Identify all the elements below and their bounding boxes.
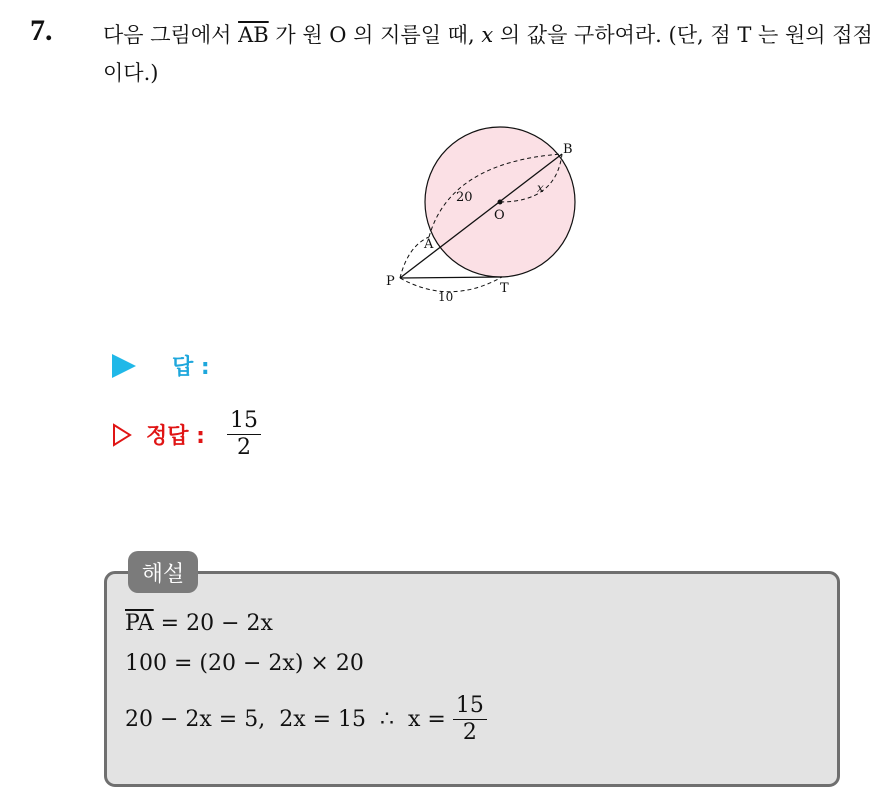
tangent-line-pt — [400, 277, 502, 278]
question-text-part3: 의 값을 구하여라. (단, 점 T 는 원의 접점이다.) — [103, 23, 873, 85]
solution-fraction-denominator: 2 — [462, 720, 477, 745]
question-number: 7. — [30, 14, 53, 47]
label-a: A — [424, 237, 434, 252]
label-b: B — [563, 142, 573, 157]
solution-line-3-text: 20 − 2x = 5, 2x = 15 ∴ x = — [125, 707, 453, 732]
solution-fraction-numerator: 15 — [453, 693, 487, 720]
segment-pa: $\overline{PA}$ — [125, 611, 154, 636]
label-length-ab: 20 — [456, 190, 473, 205]
solution-tab: 해설 — [128, 551, 198, 593]
answer-label: 답 : — [172, 355, 210, 380]
answer-row — [112, 350, 210, 381]
correct-answer-label: 정답 : — [146, 424, 205, 449]
solution-line-1 — [125, 611, 273, 636]
question-text — [103, 16, 873, 92]
question-text-part1: 다음 그림에서 — [103, 23, 239, 47]
segment-ab: $\overline{AB}$ — [238, 23, 269, 47]
correct-answer-numerator: 15 — [227, 408, 261, 435]
play-triangle-icon — [112, 354, 136, 378]
label-x: x — [537, 181, 544, 195]
center-dot — [498, 200, 503, 205]
geometry-figure — [380, 120, 610, 310]
label-length-pt: 10 — [438, 290, 454, 304]
solution-line-3 — [125, 693, 487, 746]
correct-answer-row — [112, 408, 261, 461]
variable-x: x — [481, 23, 494, 47]
outline-triangle-icon — [112, 423, 132, 447]
solution-line-1-rest: = 20 − 2x — [153, 611, 273, 636]
label-t: T — [500, 281, 509, 296]
solution-fraction — [453, 693, 487, 746]
label-o: O — [494, 208, 505, 223]
solution-box — [104, 571, 840, 787]
question-text-part2: 가 원 O 의 지름일 때, — [268, 23, 482, 47]
label-p: P — [386, 274, 395, 289]
solution-line-2: 100 = (20 − 2x) × 20 — [125, 651, 364, 676]
correct-answer-denominator: 2 — [236, 435, 251, 460]
correct-answer-fraction — [227, 408, 261, 461]
